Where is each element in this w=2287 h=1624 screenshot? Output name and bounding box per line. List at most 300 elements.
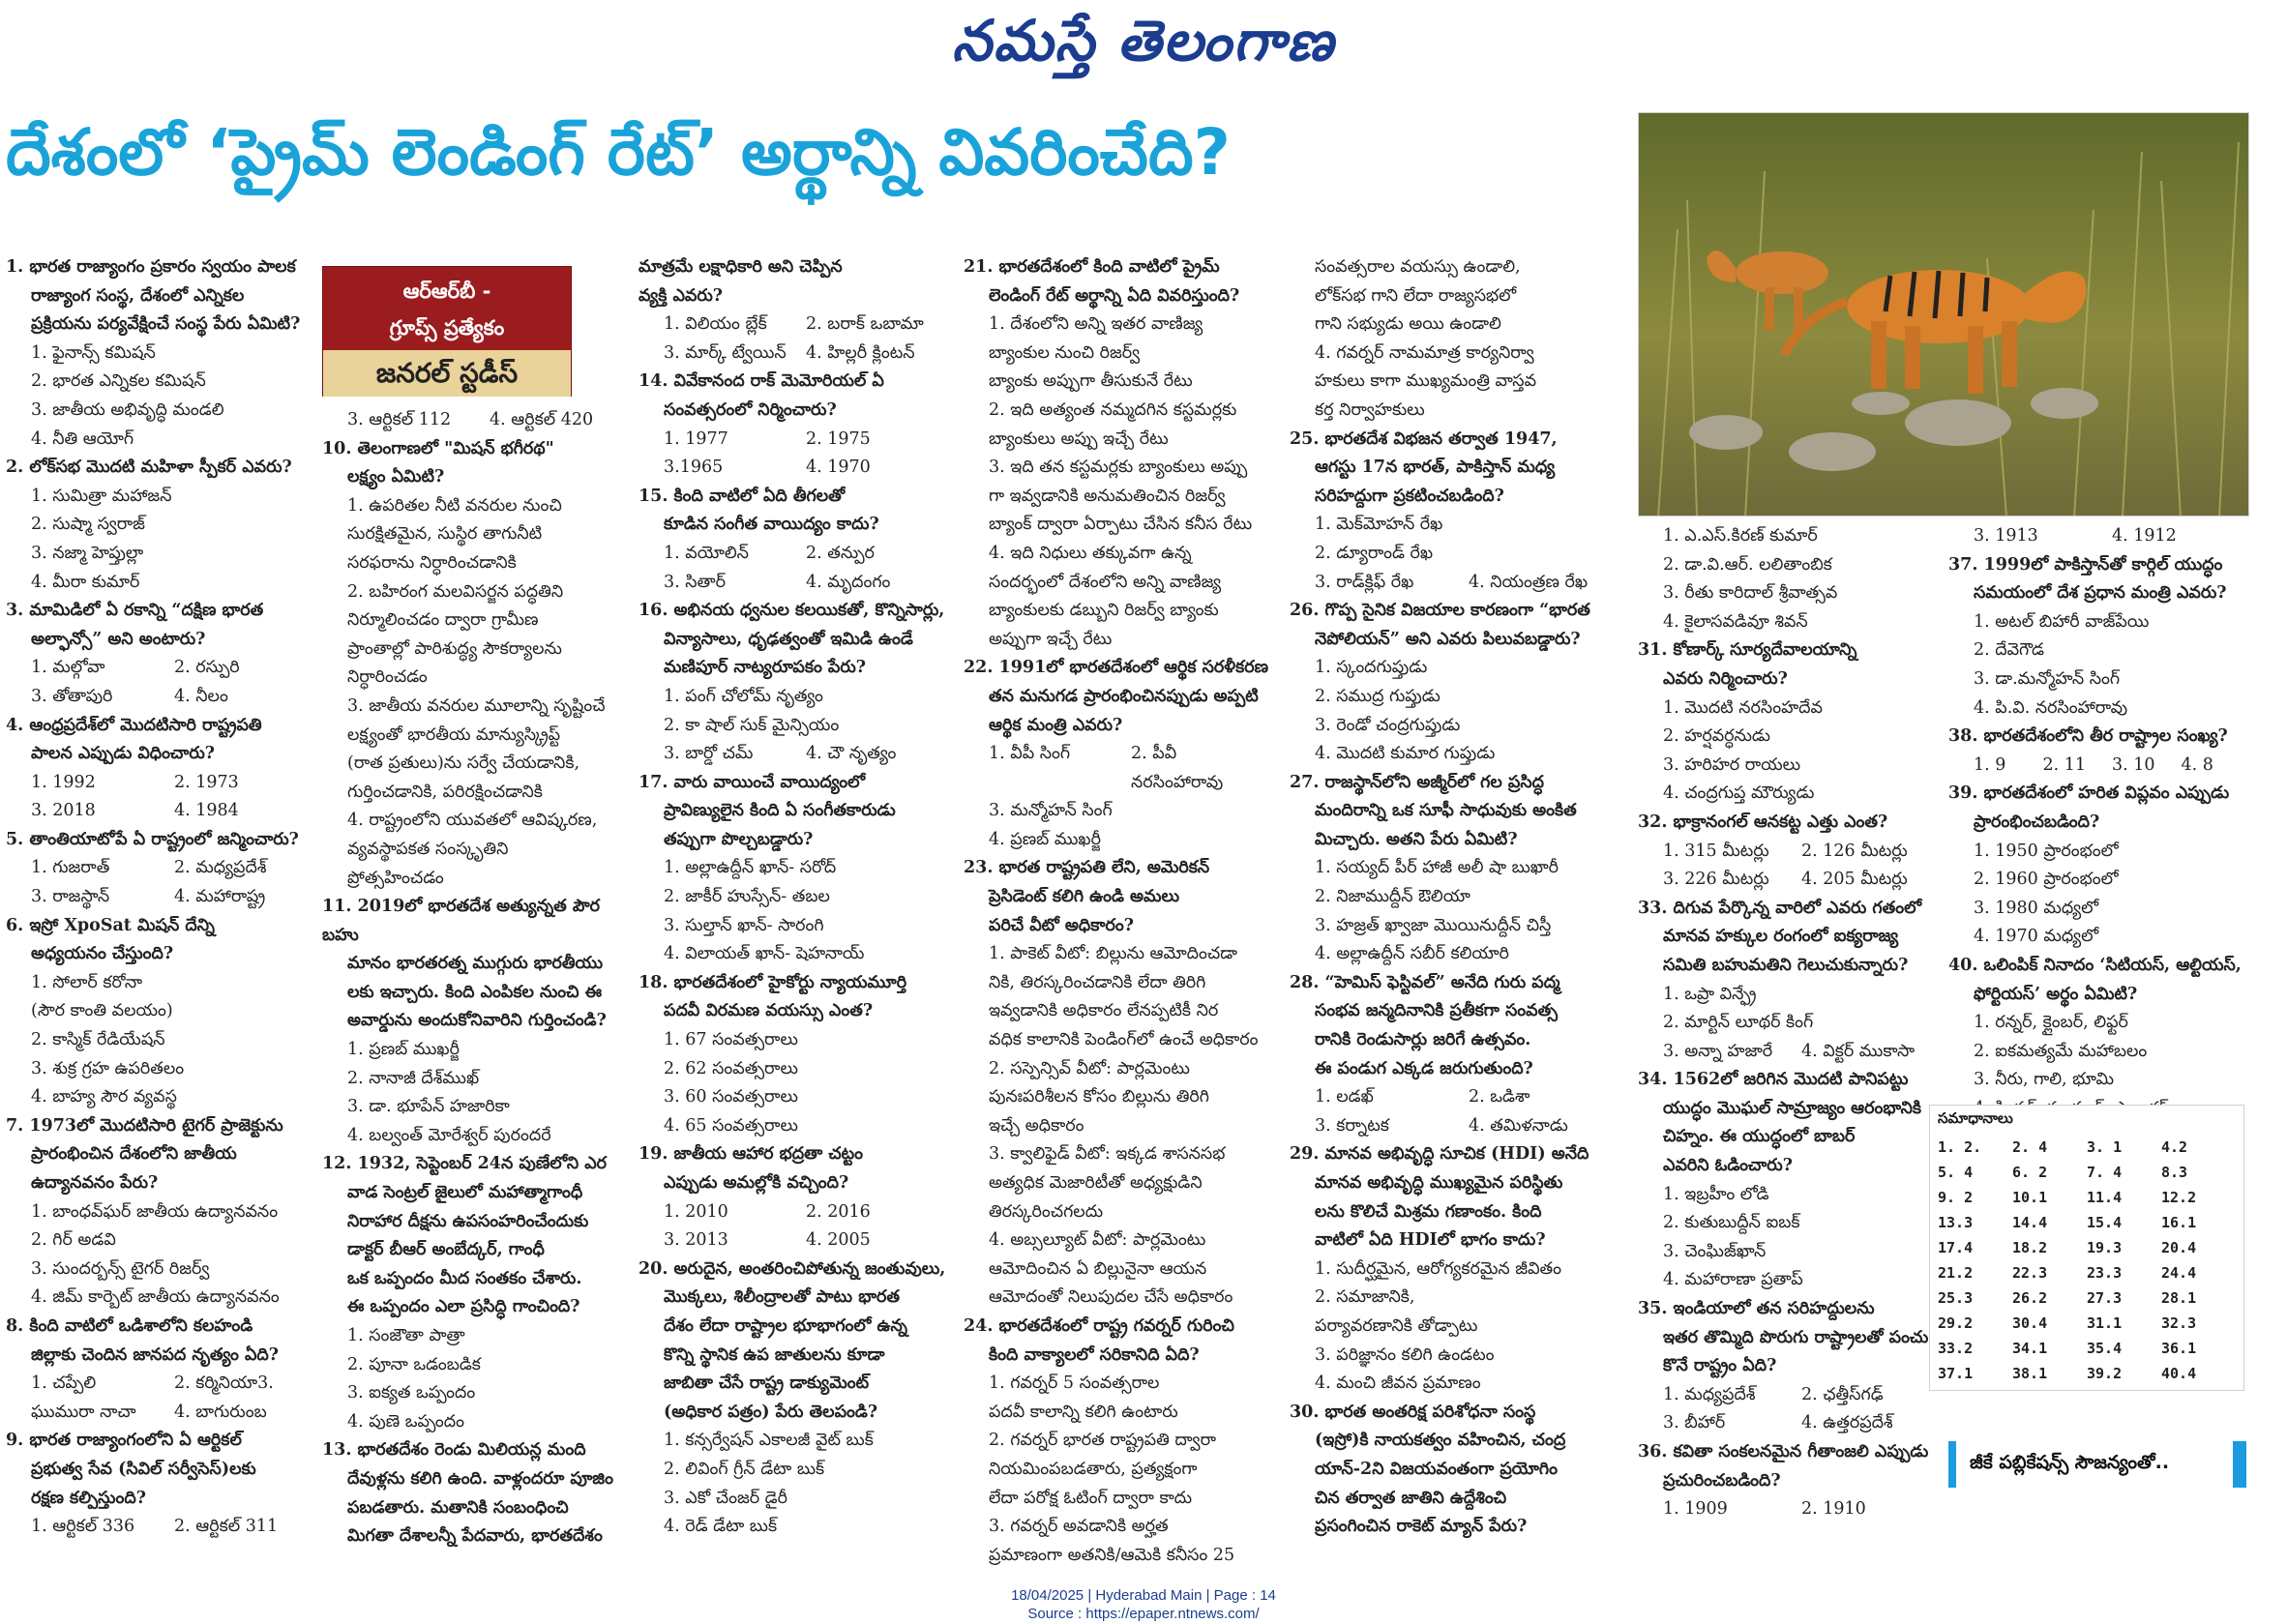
question-line: రాజ్యాంగ సంస్థ, దేశంలో ఎన్నికల (31, 285, 245, 306)
question-line: 4. ఆంధ్రప్రదేశ్‌లో మొదటిసారి రాష్ట్రపతి (6, 715, 262, 735)
option-line (1638, 1038, 1940, 1067)
question-column-1 (6, 253, 317, 1542)
option-line: 1. సోలార్ కరోనా (31, 972, 143, 992)
option-text: 4. 205 మీటర్లు (1801, 870, 1908, 890)
answer-cell: 23.3 (2087, 1264, 2123, 1282)
answer-row (1938, 1336, 2236, 1361)
option-line: 4. ప్రణబ్ ముఖర్జీ (989, 829, 1102, 849)
option-line (639, 740, 948, 769)
question-line: ఆర్థిక మంత్రి ఎవరు? (989, 715, 1123, 735)
question-line: 2. లోక్‌సభ మొదటి మహిళా స్పీకర్ ఎవరు? (6, 458, 292, 478)
question-line: 18. భారతదేశంలో హైకోర్టు న్యాయమూర్తి (639, 972, 907, 992)
option-line: 2. మార్టిన్ లూథర్ కింగ్ (1663, 1013, 1814, 1033)
option-text: 2. ఒడిశా (1469, 1087, 1530, 1107)
option-line: 4. మీరా కుమార్ (31, 572, 140, 592)
option-line: 4. పుణె ఒప్పందం (347, 1411, 464, 1432)
option-line (6, 1370, 317, 1399)
option-line: 1. ఫైనాన్స్ కమిషన్ (31, 342, 156, 363)
option-line: గాని సభ్యుడు అయి ఉండాలి (1315, 314, 1501, 335)
question-line: తప్పుగా పొల్చబడ్డారు? (664, 829, 814, 849)
option-text: 4. మృదంగం (806, 572, 891, 592)
question-line: 7. 1973లో మొదటిసారి టైగర్ ప్రాజెక్టును (6, 1115, 283, 1136)
answer-key-title: సమాధానాలు (1938, 1109, 2013, 1127)
question-line: మానం భారతరత్న ముగ్గురు భారతీయు (347, 954, 604, 974)
question-column-4 (964, 253, 1273, 1570)
question-line: (ఇస్రో)కి నాయకత్వం వహించిన, చంద్ర (1315, 1431, 1566, 1451)
option-text: 4. ఉత్తరప్రదేశ్ (1801, 1413, 1893, 1433)
option-line: 3. సుందర్బన్స్ టైగర్ రిజర్వ్ (31, 1258, 210, 1279)
option-line: 1. బాంధవ్‌ఘర్ జాతీయ ఉద్యానవనం (31, 1201, 279, 1222)
option-line: బ్యాంకులు అప్పు ఇచ్చే రేటు (989, 428, 1169, 449)
question-line: 38. భారతదేశంలోని తీర రాష్ట్రాల సంఖ్య? (1948, 726, 2228, 747)
option-text: 1. 315 మీటర్లు (1663, 841, 1769, 861)
question-line: ఒక ఒప్పందం మీద సంతకం చేశారు. (347, 1268, 582, 1288)
answer-row (1938, 1235, 2236, 1260)
option-text: 1. లడఖ్ (1315, 1087, 1374, 1107)
option-text: 4. 1984 (174, 801, 239, 821)
option-line: 3. నీరు, గాలి, భూమి (1974, 1070, 2114, 1090)
answer-cell: 9. 2 (1938, 1189, 1974, 1206)
question-line: కొన్ని స్థానిక ఉప జాతులను కూడా (664, 1344, 885, 1365)
option-line: 2. సముద్ర గుప్తుడు (1315, 686, 1441, 706)
option-text: 2. ఆర్టికల్ 311 (174, 1517, 279, 1537)
answer-cell: 34.1 (2012, 1340, 2048, 1357)
option-line: 4. అల్లాఉద్దీన్ సబీర్ కలియారి (1315, 944, 1509, 964)
tiger-photo (1638, 112, 2249, 517)
option-line (1638, 838, 1940, 867)
question-column-6 (1638, 522, 1940, 1524)
option-line: సందర్భంలో దేశంలోని అన్ని వాణిజ్య (989, 572, 1222, 592)
answer-cell: 36.1 (2161, 1340, 2197, 1357)
option-text: 3. 226 మీటర్లు (1663, 870, 1769, 890)
option-line: బ్యాంకుల నుంచి రిజర్వ్ (989, 342, 1141, 363)
answer-cell: 19.3 (2087, 1239, 2123, 1256)
question-line: 8. కింది వాటిలో ఒడిశాలోని కలహండి (6, 1315, 253, 1336)
option-line: 4. జిమ్ కార్బెట్ జాతీయ ఉద్యానవనం (31, 1287, 280, 1308)
answer-key (1929, 1105, 2244, 1391)
answer-cell: 3. 1 (2087, 1138, 2123, 1156)
option-text: 2. ఛత్తీస్‌గఢ్ (1801, 1384, 1884, 1404)
question-line: 31. కోణార్క్ సూర్యదేవాలయాన్ని (1638, 640, 1857, 661)
answer-cell: 20.4 (2161, 1239, 2197, 1256)
question-line: 25. భారతదేశ విభజన తర్వాత 1947, (1290, 428, 1558, 449)
question-line: 30. భారత అంతరిక్ష పరిశోధనా సంస్థ (1290, 1402, 1536, 1422)
question-line: యాన్-2ని విజయవంతంగా ప్రయోగిం (1315, 1459, 1558, 1479)
question-line: మొక్కలు, శిలీంద్రాలతో పాటు భారత (664, 1287, 900, 1308)
option-line (1290, 1083, 1622, 1112)
option-line: 4. 65 సంవత్సరాలు (664, 1115, 798, 1136)
answer-cell: 26.2 (2012, 1289, 2048, 1307)
option-text: 2. 11 (2042, 754, 2087, 775)
option-line (6, 1399, 317, 1428)
option-line: 4. 1970 మధ్యలో (1974, 927, 2099, 947)
question-line: మణిపూర్ నాట్యరూపకం పేరు? (664, 658, 867, 678)
question-line: ప్రావిణ్యులైన కింది ఏ సంగీతకారుడు (664, 801, 896, 821)
option-line (639, 426, 948, 455)
option-line: 1. సుదీర్ఘమైన, ఆరోగ్యకరమైన జీవితం (1315, 1258, 1562, 1279)
option-text: 3. 2018 (31, 801, 96, 821)
option-line: 4. విలాయత్ ఖాన్- షెహనాయ్ (664, 944, 865, 964)
option-text: 2. బరాక్ ఒబామా (806, 314, 924, 335)
question-line: మానవ హక్కుల రంగంలో ఐక్యరాజ్య (1663, 927, 1899, 947)
option-text: 3.1965 (664, 458, 724, 478)
option-text: 2. 1973 (174, 772, 239, 792)
question-line: 10. తెలంగాణలో "మిషన్ భగీరథ" (322, 438, 554, 458)
option-text: 4. చౌ నృత్యం (806, 744, 897, 764)
option-line: వధిక కాలానికి పెండింగ్‌లో ఉంచే అధికారం (989, 1030, 1259, 1050)
question-line: ప్రారంభించబడింది? (1974, 812, 2100, 832)
option-line: 2. డ్యూరాండ్ రేఖ (1315, 543, 1434, 563)
question-line: 37. 1999లో పాకిస్తాన్‌తో కార్గిల్ యుద్ధం (1948, 554, 2223, 575)
option-text: 4. 1912 (2112, 526, 2177, 546)
option-line: ప్రమాణంగా అతనికి/ఆమెకి కనీసం 25 (989, 1545, 1235, 1565)
option-line: 1. ఉపరితల నీటి వనరుల నుంచి (347, 495, 562, 516)
answer-cell: 2. 4 (2012, 1138, 2048, 1156)
option-line: 3. డా. భూపేన్ హజారికా (347, 1097, 510, 1117)
option-line: 1. సయ్యద్ పీర్ హాజీ అలీ షా బుఖారీ (1315, 858, 1559, 878)
option-line: 1. మొదటి నరసింహదేవ (1663, 697, 1823, 718)
option-text: 2. కర్మినియా3. (174, 1373, 274, 1394)
question-line: అవార్డును అందుకోనివారిని గుర్తించండి? (347, 1011, 607, 1031)
answer-cell: 27.3 (2087, 1289, 2123, 1307)
option-line: (సౌర కాంతి వలయం) (31, 1001, 173, 1021)
option-line: 1. 1950 ప్రారంభంలో (1974, 841, 2119, 861)
option-line: నిర్మూలించడం ద్వారా గ్రామీణ (347, 610, 539, 631)
footer-source: Source : https://epaper.ntnews.com/ (1027, 1606, 1260, 1622)
option-line: పదవీ కాలాన్ని కలిగి ఉంటారు (989, 1402, 1178, 1422)
option-text: 4. తమిళనాడు (1469, 1115, 1568, 1136)
option-line: 1. సుమిత్రా మహాజన్ (31, 486, 172, 506)
question-line: జిల్లాకు చెందిన జానపద నృత్యం ఏది? (31, 1344, 280, 1365)
option-text: 2. తన్పుర (806, 543, 875, 563)
answer-cell: 11.4 (2087, 1189, 2123, 1206)
option-line: బ్యాంకు అప్పుగా తీసుకునే రేటు (989, 371, 1193, 392)
answer-cell: 16.1 (2161, 1214, 2197, 1231)
option-line (6, 883, 317, 912)
option-line: కర్త నిర్వాహకులు (1315, 399, 1425, 420)
question-line: 40. ఒలింపిక్ నినాదం ‘సిటియస్, ఆల్టియస్, (1948, 955, 2242, 975)
option-line (639, 540, 948, 569)
option-line: 4. నీతి ఆయోగ్ (31, 428, 134, 449)
option-text: 1. చప్పేలి (31, 1373, 97, 1394)
question-line: తన మనుగడ ప్రారంభించినప్పుడు అప్పటి (989, 686, 1259, 706)
option-line: 1. అటల్ బిహారీ వాజ్‌పేయి (1974, 611, 2150, 632)
option-text: 2. 1910 (1801, 1499, 1866, 1520)
option-line: 3. ఎకో చేంజర్ డైరీ (664, 1488, 788, 1508)
option-line (1638, 1495, 1940, 1524)
option-text: 2. 2016 (806, 1201, 871, 1222)
option-text: 3. రాడ్‌క్లిఫ్ రేఖ (1315, 572, 1414, 592)
question-line: కింది వాక్యాలలో సరికానిది ఏది? (989, 1344, 1200, 1365)
option-line (6, 654, 317, 683)
option-line (964, 740, 1273, 797)
option-line: 4. అబ్సల్యూట్ వీటో: పార్లమెంటు (989, 1230, 1206, 1251)
option-line: సరఫరాను నిర్ధారించడానికి (347, 552, 517, 573)
option-line: పునఃపరిశీలన కోసం బిల్లును తిరిగి (989, 1087, 1209, 1107)
question-line: 12. 1932, సెప్టెంబర్ 24న పుణేలోని ఎర (322, 1154, 608, 1174)
credit-text: జీకే పబ్లికేషన్స్ సౌజన్యంతో.. (1970, 1451, 2170, 1473)
question-line: ప్రెసిడెంట్ కలిగి ఉండి అమలు (989, 887, 1180, 907)
option-text: 1. ఆర్టికల్ 336 (31, 1517, 135, 1537)
question-line: దేశం లేదా రాష్ట్రాల భూభాగంలో ఉన్న (664, 1315, 907, 1336)
question-line: 28. “హెమిస్ ఫెస్టివల్” అనేది గురు పద్మ (1290, 972, 1560, 992)
answer-cell: 39.2 (2087, 1365, 2123, 1382)
question-line: 15. కింది వాటిలో ఏది తీగలతో (639, 486, 846, 506)
option-text: 4. ఆర్టికల్ 420 (490, 410, 594, 429)
option-line: 3. 1980 మధ్యలో (1974, 898, 2099, 918)
option-line: తిరస్కరించగలదు (989, 1201, 1104, 1222)
option-line: (రాత ప్రతులు)ను సర్వే చేయడానికి, (347, 753, 580, 774)
answer-cell: 30.4 (2012, 1314, 2048, 1332)
question-line: కొనే రాష్ట్రం ఏది? (1663, 1356, 1777, 1376)
option-line: హకులు కాగా ముఖ్యమంత్రి వాస్తవ (1315, 371, 1537, 392)
option-line: ప్రోత్సహించడం (347, 868, 444, 888)
option-line (6, 797, 317, 826)
question-line: అల్ఫాన్సో” అని అంటారు? (31, 629, 206, 649)
question-line: ప్రక్రియను పర్యవేక్షించే సంస్థ పేరు ఏమిటి? (31, 314, 301, 335)
option-line: 3. జాతీయ అభివృద్ధి మండలి (31, 399, 224, 420)
question-line: 1. భారత రాజ్యాంగం ప్రకారం స్వయం పాలక (6, 257, 296, 277)
question-line: చిహ్నం. ఈ యుద్ధంలో బాబర్ (1663, 1127, 1856, 1147)
question-line: ప్రచురించబడింది? (1663, 1470, 1781, 1491)
option-line: గా ఇవ్వడానికి అనుమతించిన రిజర్వ్ (989, 486, 1226, 506)
option-line: 3. శుక్ర గ్రహ ఉపరితలం (31, 1058, 185, 1078)
badge-line1: ఆర్ఆర్‌బీ - (402, 280, 491, 303)
question-line: మానవ అభివృద్ధి ముఖ్యమైన పరిస్థితు (1315, 1173, 1563, 1193)
option-line (1948, 522, 2250, 551)
option-line: 3. 60 సంవత్సరాలు (664, 1087, 798, 1107)
section-badge (322, 266, 572, 397)
answer-cell: 33.2 (1938, 1340, 1974, 1357)
question-line: మాత్రమే లక్షాధికారి అని చెప్పిన (639, 257, 843, 277)
question-line: 13. భారతదేశం రెండు మిలియన్ల మంది (322, 1440, 586, 1461)
answer-cell: 31.1 (2087, 1314, 2123, 1332)
option-text: 1. 1992 (31, 772, 96, 792)
question-line: సమయంలో దేశ ప్రధాన మంత్రి ఎవరు? (1974, 583, 2227, 604)
option-line: 3. సుల్తాన్ ఖాన్- సారంగి (664, 915, 824, 935)
option-line: 3. పరిజ్ఞానం కలిగి ఉండటం (1315, 1344, 1495, 1365)
question-line: పాలన ఎప్పుడు విధించారు? (31, 744, 216, 764)
question-column-7 (1948, 522, 2250, 1123)
tiger-photo-illustration (1639, 113, 2249, 517)
option-line: 4. చంద్రగుప్త మౌర్యుడు (1663, 783, 1815, 804)
option-line: 1. సంజౌతా పాత్రా (347, 1326, 465, 1345)
question-line: ప్రసంగించిన రాకెట్ మ్యాన్ పేరు? (1315, 1517, 1528, 1537)
question-line: 9. భారత రాజ్యాంగంలోని ఏ ఆర్టికల్ (6, 1431, 242, 1451)
option-line (322, 406, 632, 435)
answer-cell: 4.2 (2161, 1138, 2188, 1156)
option-text: 4. మహారాష్ట్ర (174, 887, 266, 907)
option-line: 3. ఐక్యత ఒప్పందం (347, 1383, 476, 1403)
option-line (6, 1513, 317, 1542)
option-line (639, 1198, 948, 1227)
option-text: 3. తోతాపురి (31, 686, 113, 706)
option-text: 2. 126 మీటర్లు (1801, 841, 1908, 861)
option-line: 2. నిజాముద్దీన్ ఔలియా (1315, 887, 1470, 907)
question-line: 24. భారతదేశంలో రాష్ట్ర గవర్నర్ గురించి (964, 1315, 1234, 1336)
option-line: ఇవ్వడానికి అధికారం లేనప్పటికీ నిర (989, 1001, 1219, 1021)
option-line: అత్యధిక మెజారిటీతో అధ్యక్షుడిని (989, 1173, 1203, 1193)
option-line (639, 1226, 948, 1255)
option-line (6, 854, 317, 883)
question-column-3 (639, 253, 948, 1542)
option-line: 4. పి.వి. నరసింహారావు (1974, 697, 2128, 718)
option-line: 2. 62 సంవత్సరాలు (664, 1058, 798, 1078)
question-line: 29. మానవ అభివృద్ధి సూచిక (HDI) అనేది (1290, 1144, 1589, 1165)
option-text: 4. 1970 (806, 458, 871, 478)
question-line: 17. వారు వాయించే వాయిద్యంలో (639, 772, 866, 792)
option-line: ఆమోదంతో నిలుపుదల చేసే అధికారం (989, 1287, 1233, 1308)
option-line: 3. రీతు కారిదాల్ శ్రీవాత్సవ (1663, 583, 1838, 604)
option-line: 2. డా.వి.ఆర్. లలితాంబిక (1663, 554, 1832, 575)
option-line: నికి, తిరస్కరించడానికి లేదా తిరిగి (989, 972, 1206, 992)
option-line: 1. మెక్‌మోహన్ రేఖ (1315, 515, 1443, 535)
question-line: 11. 2019లో భారతదేశ అత్యున్నత పౌర బహు (322, 897, 601, 945)
question-line: కూడిన సంగీత వాయిద్యం కాదు? (664, 515, 879, 535)
option-text: 2. రస్పురి (174, 658, 240, 678)
option-text: 3. 2013 (664, 1230, 728, 1251)
answer-row (1938, 1185, 2236, 1210)
question-line: 27. రాజస్థాన్‌లోని అజ్మీర్‌లో గల ప్రసిద్ధ (1290, 772, 1544, 792)
option-line: 2. లివింగ్ గ్రీన్ డేటా బుక్ (664, 1459, 825, 1479)
option-text: 3. 10 (2112, 754, 2155, 775)
option-text: 4. నీలం (174, 686, 228, 706)
answer-cell: 12.2 (2161, 1189, 2197, 1206)
option-line: 3. క్వాలిఫైడ్ వీటో: ఇక్కడ శాసనసభ (989, 1144, 1226, 1165)
question-line: అధ్యయనం చేస్తుంది? (31, 944, 174, 964)
option-line: 1. అల్లాఉద్దీన్ ఖాన్- సరోద్ (664, 858, 837, 878)
question-line: 16. అభినయ ధ్వనుల కలయికతో, కొన్నిసార్లు, (639, 601, 945, 621)
option-line: 4. మంచి జీవన ప్రమాణం (1315, 1373, 1481, 1394)
option-text: 1. 2010 (664, 1201, 728, 1222)
question-line: డాక్టర్ బీఆర్ అంబేద్కర్, గాంధీ (347, 1240, 545, 1260)
option-line: 4. బాహ్య సౌర వ్యవస్థ (31, 1087, 177, 1107)
question-line: లకు ఇచ్చారు. కింది ఎంపికల నుంచి ఈ (347, 982, 603, 1002)
option-line (1638, 1381, 1940, 1410)
badge-line3: జనరల్ స్టడీస్ (323, 350, 571, 397)
question-line: పరిచే వీటో అధికారం? (989, 915, 1134, 935)
option-text: 1. గుజరాత్ (31, 858, 110, 878)
option-line: 4. రెడ్ డేటా బుక్ (664, 1517, 778, 1537)
question-line: సంవత్సరంలో నిర్మించారు? (664, 399, 837, 420)
question-line: లక్ష్యం ఏమిటి? (347, 467, 445, 487)
question-line: ఈ ఒప్పందం ఎలా ప్రసిద్ధి గాంచింది? (347, 1297, 580, 1317)
option-line (639, 340, 948, 369)
option-line: 1. ప్రణబ్ ముఖర్జీ (347, 1040, 460, 1060)
option-line: 2. నానాజీ దేశ్‌ముఖ్ (347, 1068, 480, 1088)
question-column-2 (322, 406, 632, 1551)
masthead-logo (0, 8, 2287, 88)
option-line: 1. ఇబ్రహీం లోడి (1663, 1184, 1769, 1204)
answer-cell: 10.1 (2012, 1189, 2048, 1206)
question-line: 35. ఇండియాలో తన సరిహద్దులను (1638, 1299, 1875, 1319)
answer-cell: 7. 4 (2087, 1164, 2123, 1181)
answer-cell: 29.2 (1938, 1314, 1974, 1332)
option-line: 2. కాస్మిక్ రేడియేషన్ (31, 1030, 165, 1050)
question-line: విన్యాసాలు, ధృఢత్వంతో ఇమిడి ఉండే (664, 629, 913, 649)
question-line: ఉద్యానవనం పేరు? (31, 1173, 159, 1193)
option-text: 1. 1909 (1663, 1499, 1728, 1520)
question-line: వ్యక్తి ఎవరు? (639, 285, 724, 306)
question-line: పదవీ విరమణ వయస్సు ఎంత? (664, 1001, 874, 1021)
question-line: సరిహద్దుగా ప్రకటించబడింది? (1315, 486, 1504, 506)
question-line: లెండింగ్ రేట్ అర్థాన్ని ఏది వివరిస్తుంది? (989, 285, 1240, 306)
option-text: 4. బాగురుంబ (174, 1402, 267, 1422)
question-line: (అధికార పత్రం) పేరు తెలపండి? (664, 1402, 878, 1422)
option-line: 1. పాకెట్ వీటో: బిల్లును ఆమోదించడా (989, 944, 1238, 964)
option-line (1638, 866, 1940, 895)
question-line: ఇతర తొమ్మిది పొరుగు రాష్ట్రాలతో పంచు (1663, 1327, 1929, 1347)
option-text: 3. రాజస్థాన్ (31, 887, 110, 907)
option-text: 1. 9 (1974, 754, 2006, 775)
option-line (639, 310, 948, 340)
option-text: 4. 2005 (806, 1230, 871, 1251)
option-line: నియమింపబడతారు, ప్రత్యక్షంగా (989, 1459, 1198, 1479)
badge-line2: గ్రూప్స్ ప్రత్యేకం (389, 316, 505, 340)
question-line: 26. గొప్ప సైనిక విజయాల కారణంగా “భారత (1290, 601, 1590, 621)
option-text: 3. అన్నా హజారే (1663, 1041, 1773, 1061)
option-line: 1. గవర్నర్ 5 సంవత్సరాల (989, 1373, 1160, 1394)
question-line: ఈ పండుగ ఎక్కడ జరుగుతుంది? (1315, 1058, 1533, 1078)
question-line: ఆగస్టు 17న భారత్, పాకిస్తాన్ మధ్య (1315, 458, 1556, 478)
answer-cell: 22.3 (2012, 1264, 2048, 1282)
option-line (6, 683, 317, 712)
option-line: 4. కైలాసవడివూ శివన్ (1663, 611, 1808, 632)
option-text: 1. మల్గోవా (31, 658, 105, 678)
answer-cell: 40.4 (2161, 1365, 2197, 1382)
question-line: ఎవరిని ఓడించారు? (1663, 1156, 1793, 1176)
question-line: జాబితా చేసే రాష్ట్ర డాక్యుమెంట్ (664, 1373, 870, 1394)
question-line: రక్షణ కల్పిస్తుంది? (31, 1488, 146, 1508)
option-line: 1. ఎ.ఎస్.కిరణ్ కుమార్ (1663, 526, 1818, 546)
answer-row (1938, 1260, 2236, 1285)
option-line: బ్యాంకులకు డబ్బుని రిజర్వ్ బ్యాంకు (989, 601, 1219, 621)
option-text: 1. వీపీ సింగ్ (989, 744, 1071, 764)
option-line: 2. సస్పెన్సివ్ వీటో: పార్లమెంటు (989, 1058, 1190, 1078)
option-line: లోక్‌సభ గాని లేదా రాజ్యసభలో (1315, 285, 1517, 306)
answer-cell: 24.4 (2161, 1264, 2197, 1282)
option-line: 2. గవర్నర్ భారత రాష్ట్రపతి ద్వారా (989, 1431, 1216, 1451)
option-line: గుర్తించడానికి, పరిరక్షించడానికి (347, 782, 543, 802)
option-line: నిర్ధారించడం (347, 667, 428, 688)
option-text: 3. బార్డో చమ్ (664, 744, 754, 764)
option-line: లేదా పరోక్ష ఓటింగ్ ద్వారా కాదు (989, 1488, 1193, 1508)
question-line: 34. 1562లో జరిగిన మొదటి పానిపట్టు (1638, 1070, 1909, 1090)
option-line: 1. ఒప్రా విన్ఫ్రే (1663, 984, 1757, 1004)
answer-cell: 14.4 (2012, 1214, 2048, 1231)
option-line: 4. మహారాణా ప్రతాప్ (1663, 1270, 1803, 1290)
option-line: పర్యావరణానికి తోడ్పాటు (1315, 1315, 1478, 1336)
answer-row (1938, 1135, 2236, 1160)
option-line: 3. జాతీయ వనరుల మూలాన్ని సృష్టించే (347, 695, 606, 716)
option-text: ఘుమురా నాచా (31, 1402, 136, 1422)
option-text: 1. వయోలిన్ (664, 543, 749, 563)
option-text: 3. ఆర్టికల్ 112 (347, 410, 452, 429)
option-text: 4. 8 (2181, 754, 2213, 775)
option-line: 3. ఇది తన కస్టమర్లకు బ్యాంకులు అప్పు (989, 458, 1248, 478)
question-line: 23. భారత రాష్ట్రపతి లేని, అమెరికన్ (964, 858, 1210, 878)
option-text: 1. విలియం బ్లేక్ (664, 314, 767, 335)
option-line (1638, 1409, 1940, 1438)
option-text: 3. 1913 (1974, 526, 2038, 546)
option-line: 4. ఇది నిధులు తక్కువగా ఉన్న (989, 543, 1192, 563)
question-line: నెపోలియన్” అని ఎవరు పిలువబడ్డారు? (1315, 629, 1581, 649)
option-text: 3. మార్క్ ట్వేయిన్ (664, 342, 787, 363)
option-line: 2. సుష్మా స్వరాజ్ (31, 515, 145, 535)
question-line: ప్రభుత్వ సేవ (సివిల్ సర్వీసెస్)లకు (31, 1459, 256, 1479)
answer-cell: 38.1 (2012, 1365, 2048, 1382)
answer-cell: 18.2 (2012, 1239, 2048, 1256)
